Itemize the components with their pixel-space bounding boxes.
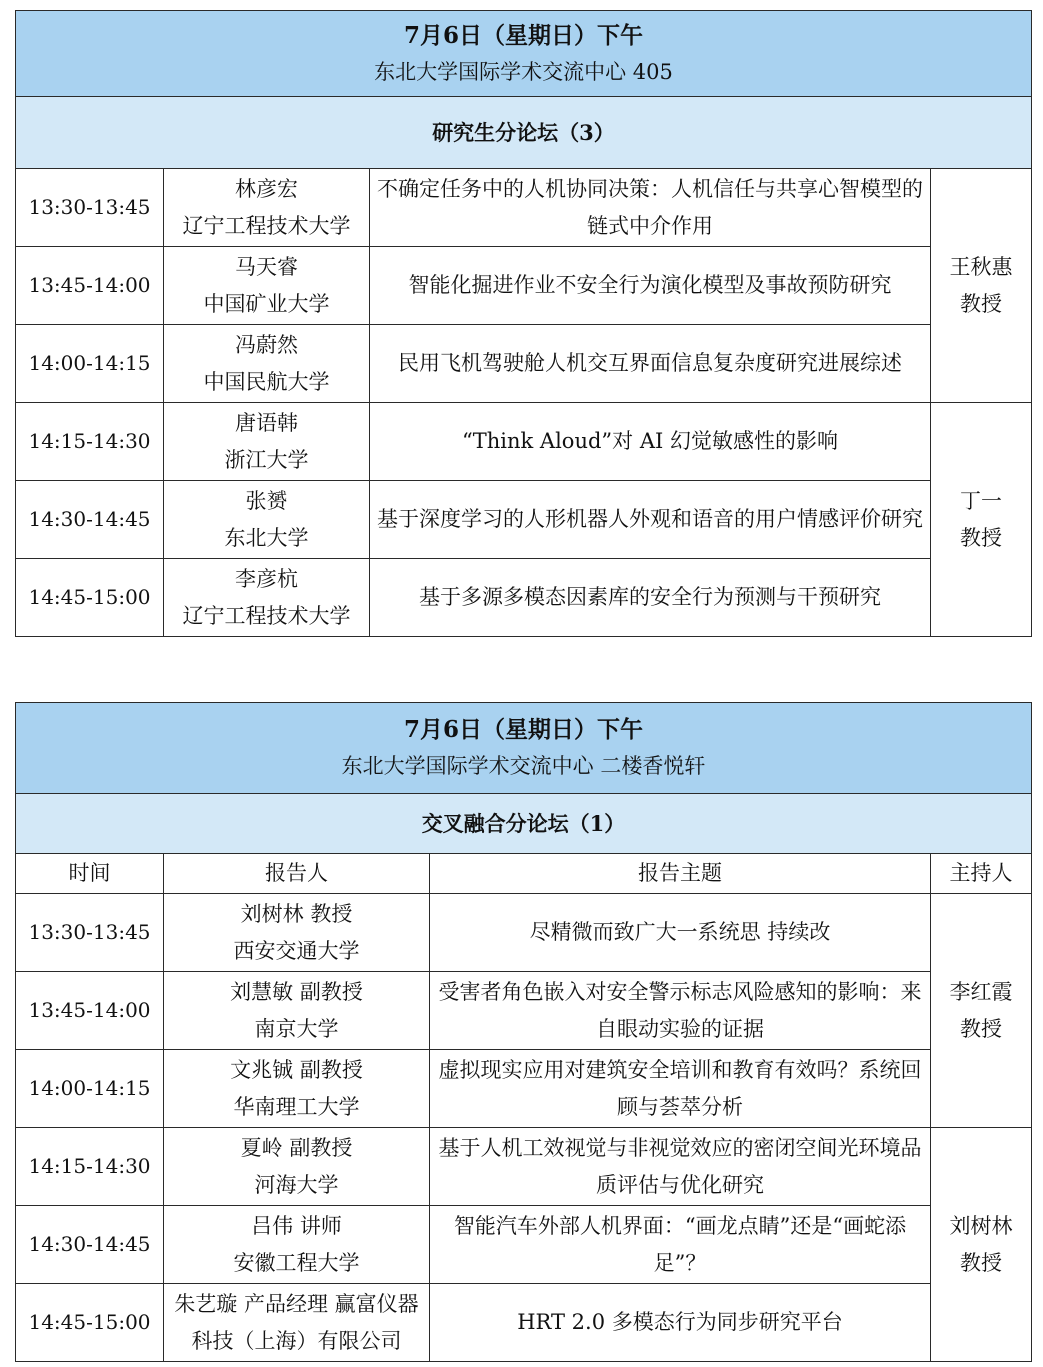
speaker-org: 辽宁工程技术大学 bbox=[182, 213, 351, 238]
host-title: 教授 bbox=[960, 525, 1002, 550]
host-name: 刘树林 bbox=[949, 1213, 1013, 1238]
schedule-table-2 bbox=[15, 702, 1032, 1362]
time-cell: 13:45-14:00 bbox=[16, 247, 164, 325]
speaker-cell bbox=[164, 972, 430, 1050]
speaker-org: 中国矿业大学 bbox=[203, 291, 330, 316]
host-cell bbox=[931, 1128, 1032, 1362]
host-cell bbox=[931, 169, 1032, 403]
table-row bbox=[16, 1050, 1032, 1128]
speaker-cell bbox=[164, 894, 430, 972]
table-row bbox=[16, 481, 1032, 559]
speaker-name: 冯蔚然 bbox=[235, 332, 298, 357]
speaker-org: 浙江大学 bbox=[224, 447, 309, 472]
time-cell: 13:45-14:00 bbox=[16, 972, 164, 1050]
speaker-cell bbox=[164, 169, 370, 247]
speaker-name: 刘慧敏 副教授 bbox=[230, 979, 363, 1004]
table-row bbox=[16, 325, 1032, 403]
topic-cell: 基于多源多模态因素库的安全行为预测与干预研究 bbox=[370, 559, 931, 637]
time-cell: 14:30-14:45 bbox=[16, 481, 164, 559]
time-cell: 13:30-13:45 bbox=[16, 894, 164, 972]
topic-cell: 基于深度学习的人形机器人外观和语音的用户情感评价研究 bbox=[370, 481, 931, 559]
table-row bbox=[16, 894, 1032, 972]
speaker-cell bbox=[164, 325, 370, 403]
speaker-org: 河海大学 bbox=[254, 1172, 339, 1197]
speaker-name: 吕伟 讲师 bbox=[251, 1213, 342, 1238]
session-date: 7月6日（星期日）下午 bbox=[403, 716, 643, 743]
topic-cell: 基于人机工效视觉与非视觉效应的密闭空间光环境品质评估与优化研究 bbox=[430, 1128, 931, 1206]
time-cell: 14:00-14:15 bbox=[16, 1050, 164, 1128]
speaker-org: 西安交通大学 bbox=[233, 938, 360, 963]
topic-cell: HRT 2.0 多模态行为同步研究平台 bbox=[430, 1284, 931, 1362]
time-cell: 14:00-14:15 bbox=[16, 325, 164, 403]
speaker-cell bbox=[164, 559, 370, 637]
time-cell: 14:45-15:00 bbox=[16, 1284, 164, 1362]
table-row bbox=[16, 1206, 1032, 1284]
table-row bbox=[16, 247, 1032, 325]
speaker-org: 安徽工程大学 bbox=[233, 1250, 360, 1275]
speaker-name: 唐语韩 bbox=[235, 410, 298, 435]
host-title: 教授 bbox=[960, 291, 1002, 316]
host-name: 王秋惠 bbox=[949, 254, 1013, 279]
time-cell: 14:15-14:30 bbox=[16, 1128, 164, 1206]
speaker-name: 文兆铖 副教授 bbox=[230, 1057, 363, 1082]
host-cell bbox=[931, 894, 1032, 1128]
host-title: 教授 bbox=[960, 1016, 1002, 1041]
speaker-cell bbox=[164, 1284, 430, 1362]
session-header bbox=[16, 703, 1032, 794]
time-cell: 14:30-14:45 bbox=[16, 1206, 164, 1284]
table-row bbox=[16, 972, 1032, 1050]
topic-cell: 受害者角色嵌入对安全警示标志风险感知的影响：来自眼动实验的证据 bbox=[430, 972, 931, 1050]
table-row bbox=[16, 403, 1032, 481]
speaker-cell bbox=[164, 1050, 430, 1128]
speaker-cell bbox=[164, 247, 370, 325]
topic-cell: 智能汽车外部人机界面：“画龙点睛”还是“画蛇添足”？ bbox=[430, 1206, 931, 1284]
speaker-cell bbox=[164, 1128, 430, 1206]
table-row bbox=[16, 559, 1032, 637]
time-cell: 13:30-13:45 bbox=[16, 169, 164, 247]
session-date: 7月6日（星期日）下午 bbox=[404, 21, 644, 49]
speaker-name: 朱艺璇 产品经理 赢富仪器科技（上海）有限公司 bbox=[174, 1291, 419, 1353]
speaker-name: 张赟 bbox=[245, 488, 288, 513]
table-header-row bbox=[16, 854, 1032, 894]
time-cell: 14:45-15:00 bbox=[16, 559, 164, 637]
table-row bbox=[16, 1128, 1032, 1206]
session-header bbox=[16, 11, 1032, 97]
column-header-topic: 报告主题 bbox=[430, 854, 931, 894]
topic-cell: 尽精微而致广大一系统思 持续改 bbox=[430, 894, 931, 972]
host-cell bbox=[931, 403, 1032, 637]
column-header-host: 主持人 bbox=[931, 854, 1032, 894]
table-row bbox=[16, 169, 1032, 247]
speaker-name: 李彦杭 bbox=[235, 566, 298, 591]
speaker-cell bbox=[164, 403, 370, 481]
column-header-speaker: 报告人 bbox=[164, 854, 430, 894]
speaker-org: 东北大学 bbox=[224, 525, 309, 550]
speaker-name: 夏岭 副教授 bbox=[240, 1135, 353, 1160]
speaker-org: 南京大学 bbox=[254, 1016, 339, 1041]
speaker-name: 林彦宏 bbox=[235, 176, 298, 201]
topic-cell: 虚拟现实应用对建筑安全培训和教育有效吗？系统回顾与荟萃分析 bbox=[430, 1050, 931, 1128]
topic-cell: 民用飞机驾驶舱人机交互界面信息复杂度研究进展综述 bbox=[370, 325, 931, 403]
topic-cell: 智能化掘进作业不安全行为演化模型及事故预防研究 bbox=[370, 247, 931, 325]
table-row bbox=[16, 1284, 1032, 1362]
host-title: 教授 bbox=[960, 1250, 1002, 1275]
speaker-org: 华南理工大学 bbox=[233, 1094, 360, 1119]
session-venue: 东北大学国际学术交流中心 405 bbox=[374, 59, 673, 84]
session-venue: 东北大学国际学术交流中心 二楼香悦轩 bbox=[341, 754, 706, 778]
forum-title: 研究生分论坛（3） bbox=[16, 97, 1032, 169]
speaker-cell bbox=[164, 481, 370, 559]
topic-cell: “Think Aloud”对 AI 幻觉敏感性的影响 bbox=[370, 403, 931, 481]
forum-title: 交叉融合分论坛（1） bbox=[16, 794, 1032, 854]
speaker-name: 刘树林 教授 bbox=[240, 901, 353, 926]
schedule-table-1 bbox=[15, 10, 1032, 637]
host-name: 丁一 bbox=[960, 488, 1002, 513]
topic-cell: 不确定任务中的人机协同决策：人机信任与共享心智模型的链式中介作用 bbox=[370, 169, 931, 247]
host-name: 李红霞 bbox=[949, 979, 1013, 1004]
column-header-time: 时间 bbox=[16, 854, 164, 894]
speaker-org: 中国民航大学 bbox=[203, 369, 330, 394]
speaker-cell bbox=[164, 1206, 430, 1284]
speaker-org: 辽宁工程技术大学 bbox=[182, 603, 351, 628]
speaker-name: 马天睿 bbox=[235, 254, 298, 279]
time-cell: 14:15-14:30 bbox=[16, 403, 164, 481]
